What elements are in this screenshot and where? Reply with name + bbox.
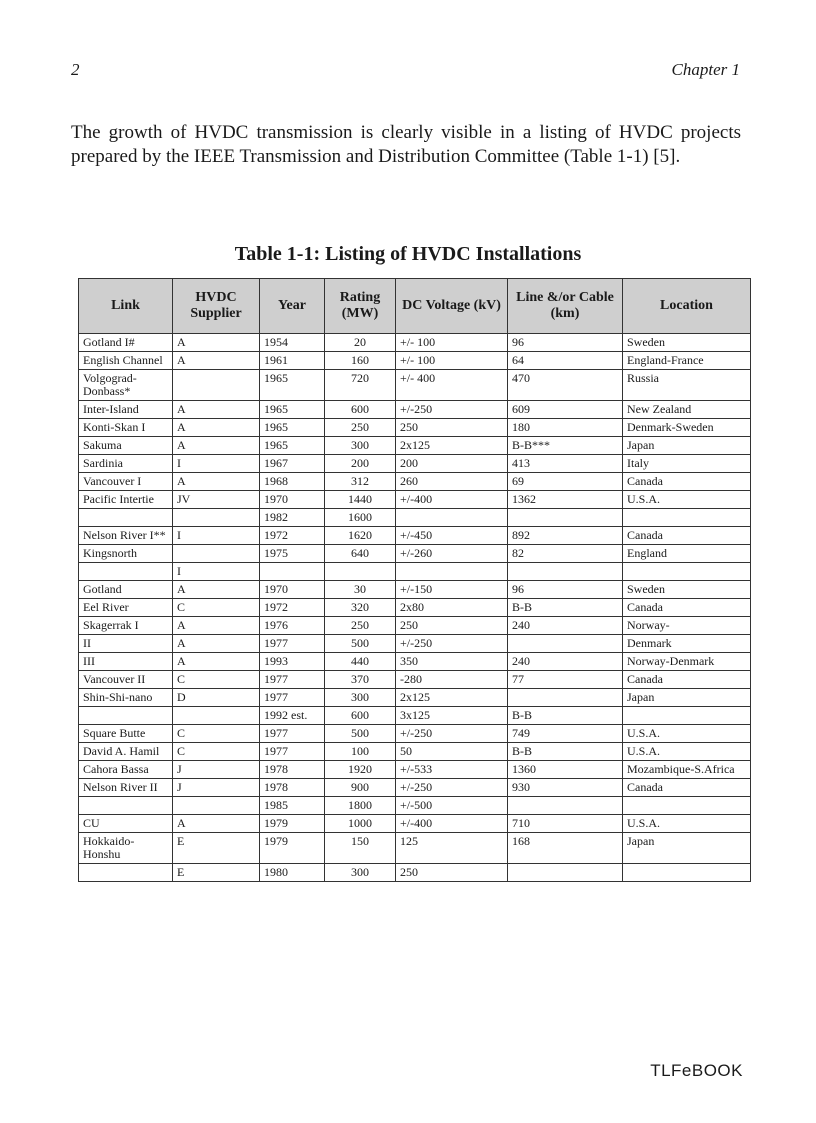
table-row	[79, 334, 751, 352]
cell-link: David A. Hamil	[79, 743, 173, 761]
cell-year: 1982	[260, 509, 325, 527]
cell-dc-voltage: +/-500	[396, 797, 508, 815]
cell-line-cable: B-B	[508, 599, 623, 617]
cell-rating: 300	[325, 689, 396, 707]
cell-line-cable: 1362	[508, 491, 623, 509]
cell-link: Sakuma	[79, 437, 173, 455]
cell-location: Canada	[623, 599, 751, 617]
cell-year: 1972	[260, 527, 325, 545]
cell-rating: 600	[325, 401, 396, 419]
cell-location: Canada	[623, 779, 751, 797]
header-line-cable: Line &/or Cable (km)	[508, 279, 623, 334]
cell-location: Mozambique-S.Africa	[623, 761, 751, 779]
cell-link: Cahora Bassa	[79, 761, 173, 779]
cell-year: 1993	[260, 653, 325, 671]
cell-location	[623, 563, 751, 581]
cell-line-cable: 240	[508, 653, 623, 671]
cell-supplier: E	[173, 833, 260, 864]
cell-year: 1979	[260, 833, 325, 864]
page-number: 2	[71, 60, 80, 79]
cell-location: England-France	[623, 352, 751, 370]
cell-line-cable	[508, 864, 623, 882]
cell-line-cable	[508, 635, 623, 653]
cell-link: Eel River	[79, 599, 173, 617]
header-dc-voltage: DC Voltage (kV)	[396, 279, 508, 334]
cell-dc-voltage: +/-250	[396, 725, 508, 743]
cell-location: Canada	[623, 671, 751, 689]
cell-line-cable: 69	[508, 473, 623, 491]
cell-rating: 500	[325, 725, 396, 743]
cell-supplier: C	[173, 743, 260, 761]
cell-year	[260, 563, 325, 581]
cell-dc-voltage	[396, 509, 508, 527]
table-row	[79, 419, 751, 437]
cell-year: 1970	[260, 491, 325, 509]
cell-line-cable	[508, 563, 623, 581]
cell-rating: 30	[325, 581, 396, 599]
cell-location: Sweden	[623, 581, 751, 599]
cell-link: Inter-Island	[79, 401, 173, 419]
cell-location: Japan	[623, 833, 751, 864]
cell-link: Konti-Skan I	[79, 419, 173, 437]
cell-year: 1977	[260, 743, 325, 761]
cell-link: Square Butte	[79, 725, 173, 743]
cell-year: 1977	[260, 689, 325, 707]
cell-location: Norway-Denmark	[623, 653, 751, 671]
cell-supplier: J	[173, 779, 260, 797]
cell-rating: 320	[325, 599, 396, 617]
cell-rating: 300	[325, 864, 396, 882]
footer-watermark: TLFeBOOK	[650, 1061, 743, 1080]
cell-line-cable: 892	[508, 527, 623, 545]
table-row	[79, 545, 751, 563]
cell-year: 1970	[260, 581, 325, 599]
cell-line-cable: 1360	[508, 761, 623, 779]
cell-dc-voltage: 2x125	[396, 689, 508, 707]
cell-line-cable: 240	[508, 617, 623, 635]
table-row	[79, 437, 751, 455]
cell-year: 1978	[260, 779, 325, 797]
cell-line-cable: 930	[508, 779, 623, 797]
cell-line-cable	[508, 689, 623, 707]
cell-location	[623, 864, 751, 882]
intro-paragraph: The growth of HVDC transmission is clearly visible in a listing of HVDC projects prepared by the IEEE Transmission and Distribution Committee (Table 1-1) [5].	[71, 122, 741, 167]
cell-rating: 150	[325, 833, 396, 864]
cell-year: 1977	[260, 671, 325, 689]
cell-dc-voltage: 250	[396, 419, 508, 437]
cell-supplier: A	[173, 419, 260, 437]
cell-location: Sweden	[623, 334, 751, 352]
cell-year: 1965	[260, 437, 325, 455]
cell-line-cable: B-B	[508, 743, 623, 761]
cell-location: Canada	[623, 473, 751, 491]
table-row	[79, 563, 751, 581]
cell-year: 1965	[260, 401, 325, 419]
cell-link	[79, 563, 173, 581]
table-row	[79, 527, 751, 545]
table-row	[79, 635, 751, 653]
cell-line-cable: 77	[508, 671, 623, 689]
cell-line-cable: 180	[508, 419, 623, 437]
cell-supplier: JV	[173, 491, 260, 509]
cell-link: CU	[79, 815, 173, 833]
cell-rating: 160	[325, 352, 396, 370]
cell-dc-voltage: +/-250	[396, 635, 508, 653]
cell-link: Nelson River I**	[79, 527, 173, 545]
cell-location: Denmark	[623, 635, 751, 653]
cell-supplier: E	[173, 864, 260, 882]
cell-dc-voltage: +/-260	[396, 545, 508, 563]
header-location: Location	[623, 279, 751, 334]
cell-rating: 640	[325, 545, 396, 563]
header-rating: Rating (MW)	[325, 279, 396, 334]
cell-rating: 20	[325, 334, 396, 352]
cell-rating: 1000	[325, 815, 396, 833]
cell-line-cable: 168	[508, 833, 623, 864]
table-body	[79, 334, 751, 882]
cell-rating: 1600	[325, 509, 396, 527]
cell-rating: 200	[325, 455, 396, 473]
cell-year: 1965	[260, 370, 325, 401]
cell-supplier: C	[173, 671, 260, 689]
cell-supplier: A	[173, 635, 260, 653]
cell-location: Canada	[623, 527, 751, 545]
cell-link	[79, 509, 173, 527]
cell-supplier: A	[173, 401, 260, 419]
cell-supplier: A	[173, 653, 260, 671]
cell-supplier	[173, 707, 260, 725]
cell-supplier	[173, 509, 260, 527]
cell-location: Norway-	[623, 617, 751, 635]
cell-dc-voltage: 50	[396, 743, 508, 761]
cell-supplier: A	[173, 581, 260, 599]
header-hvdc-supplier: HVDC Supplier	[173, 279, 260, 334]
cell-link: Sardinia	[79, 455, 173, 473]
cell-supplier: C	[173, 725, 260, 743]
cell-link: II	[79, 635, 173, 653]
cell-supplier: J	[173, 761, 260, 779]
cell-location: Italy	[623, 455, 751, 473]
cell-supplier	[173, 797, 260, 815]
table-row	[79, 725, 751, 743]
cell-line-cable	[508, 509, 623, 527]
cell-rating: 1920	[325, 761, 396, 779]
table-header-row	[79, 279, 751, 334]
cell-dc-voltage: +/-250	[396, 401, 508, 419]
cell-year: 1985	[260, 797, 325, 815]
cell-dc-voltage: +/-150	[396, 581, 508, 599]
chapter-title: Chapter 1	[671, 60, 740, 79]
cell-year: 1967	[260, 455, 325, 473]
cell-location	[623, 509, 751, 527]
table-row	[79, 617, 751, 635]
cell-dc-voltage: +/- 100	[396, 352, 508, 370]
cell-link: Nelson River II	[79, 779, 173, 797]
cell-line-cable: 82	[508, 545, 623, 563]
cell-supplier: I	[173, 563, 260, 581]
cell-dc-voltage: -280	[396, 671, 508, 689]
cell-line-cable: 749	[508, 725, 623, 743]
cell-link	[79, 864, 173, 882]
cell-rating: 900	[325, 779, 396, 797]
cell-dc-voltage: +/-400	[396, 815, 508, 833]
cell-year: 1965	[260, 419, 325, 437]
cell-link: Vancouver II	[79, 671, 173, 689]
cell-year: 1976	[260, 617, 325, 635]
cell-dc-voltage: +/-450	[396, 527, 508, 545]
cell-dc-voltage: 350	[396, 653, 508, 671]
table-row	[79, 671, 751, 689]
hvdc-installations-table	[78, 278, 751, 882]
table-title: Table 1-1: Listing of HVDC Installations	[234, 243, 582, 265]
cell-line-cable: B-B***	[508, 437, 623, 455]
cell-supplier: A	[173, 815, 260, 833]
cell-line-cable: 96	[508, 334, 623, 352]
table-row	[79, 761, 751, 779]
cell-rating: 300	[325, 437, 396, 455]
table-row	[79, 743, 751, 761]
cell-rating: 440	[325, 653, 396, 671]
cell-line-cable: 64	[508, 352, 623, 370]
table-row	[79, 599, 751, 617]
cell-supplier: I	[173, 527, 260, 545]
cell-location: U.S.A.	[623, 725, 751, 743]
table-row	[79, 401, 751, 419]
cell-dc-voltage: +/-400	[396, 491, 508, 509]
cell-rating: 370	[325, 671, 396, 689]
table-row	[79, 779, 751, 797]
cell-rating: 250	[325, 419, 396, 437]
cell-year: 1968	[260, 473, 325, 491]
cell-year: 1992 est.	[260, 707, 325, 725]
cell-year: 1975	[260, 545, 325, 563]
cell-link: Volgograd-Donbass*	[79, 370, 173, 401]
cell-location	[623, 707, 751, 725]
cell-dc-voltage: 250	[396, 864, 508, 882]
cell-location: U.S.A.	[623, 815, 751, 833]
table-row	[79, 707, 751, 725]
cell-supplier: A	[173, 352, 260, 370]
cell-dc-voltage: +/- 400	[396, 370, 508, 401]
table-row	[79, 455, 751, 473]
table-row	[79, 581, 751, 599]
cell-rating: 500	[325, 635, 396, 653]
cell-year: 1972	[260, 599, 325, 617]
table-row	[79, 370, 751, 401]
cell-line-cable: B-B	[508, 707, 623, 725]
cell-location: England	[623, 545, 751, 563]
cell-dc-voltage	[396, 563, 508, 581]
cell-location: Japan	[623, 689, 751, 707]
cell-link: English Channel	[79, 352, 173, 370]
table-row	[79, 352, 751, 370]
cell-line-cable: 470	[508, 370, 623, 401]
cell-rating: 100	[325, 743, 396, 761]
cell-dc-voltage: 250	[396, 617, 508, 635]
cell-dc-voltage: +/- 100	[396, 334, 508, 352]
cell-dc-voltage: 3x125	[396, 707, 508, 725]
cell-rating: 1620	[325, 527, 396, 545]
cell-location	[623, 797, 751, 815]
cell-link	[79, 707, 173, 725]
cell-location: U.S.A.	[623, 491, 751, 509]
cell-year: 1977	[260, 725, 325, 743]
cell-location: Japan	[623, 437, 751, 455]
cell-year: 1977	[260, 635, 325, 653]
cell-supplier	[173, 370, 260, 401]
cell-supplier: A	[173, 334, 260, 352]
cell-supplier: D	[173, 689, 260, 707]
cell-line-cable	[508, 797, 623, 815]
cell-dc-voltage: +/-533	[396, 761, 508, 779]
cell-rating	[325, 563, 396, 581]
table-row	[79, 864, 751, 882]
cell-year: 1980	[260, 864, 325, 882]
cell-location: Denmark-Sweden	[623, 419, 751, 437]
table-row	[79, 815, 751, 833]
cell-link: Vancouver I	[79, 473, 173, 491]
cell-dc-voltage: +/-250	[396, 779, 508, 797]
table-row	[79, 491, 751, 509]
cell-line-cable: 609	[508, 401, 623, 419]
cell-link: Skagerrak I	[79, 617, 173, 635]
cell-link: Gotland I#	[79, 334, 173, 352]
cell-year: 1954	[260, 334, 325, 352]
cell-dc-voltage: 125	[396, 833, 508, 864]
cell-rating: 600	[325, 707, 396, 725]
cell-supplier: A	[173, 437, 260, 455]
cell-link: Hokkaido-Honshu	[79, 833, 173, 864]
cell-link: Pacific Intertie	[79, 491, 173, 509]
cell-location: New Zealand	[623, 401, 751, 419]
cell-supplier: A	[173, 617, 260, 635]
cell-link: III	[79, 653, 173, 671]
cell-year: 1978	[260, 761, 325, 779]
table-row	[79, 473, 751, 491]
header-link: Link	[79, 279, 173, 334]
cell-supplier: A	[173, 473, 260, 491]
cell-link: Gotland	[79, 581, 173, 599]
cell-supplier: C	[173, 599, 260, 617]
cell-year: 1961	[260, 352, 325, 370]
header-year: Year	[260, 279, 325, 334]
cell-link: Shin-Shi-nano	[79, 689, 173, 707]
cell-supplier	[173, 545, 260, 563]
table-row	[79, 797, 751, 815]
cell-supplier: I	[173, 455, 260, 473]
cell-rating: 250	[325, 617, 396, 635]
cell-link: Kingsnorth	[79, 545, 173, 563]
cell-line-cable: 96	[508, 581, 623, 599]
table-row	[79, 689, 751, 707]
cell-line-cable: 413	[508, 455, 623, 473]
cell-dc-voltage: 2x80	[396, 599, 508, 617]
table-row	[79, 833, 751, 864]
cell-year: 1979	[260, 815, 325, 833]
cell-rating: 720	[325, 370, 396, 401]
table-row	[79, 653, 751, 671]
cell-dc-voltage: 260	[396, 473, 508, 491]
cell-rating: 312	[325, 473, 396, 491]
cell-dc-voltage: 200	[396, 455, 508, 473]
cell-rating: 1440	[325, 491, 396, 509]
cell-line-cable: 710	[508, 815, 623, 833]
cell-link	[79, 797, 173, 815]
cell-location: Russia	[623, 370, 751, 401]
table-row	[79, 509, 751, 527]
cell-rating: 1800	[325, 797, 396, 815]
cell-location: U.S.A.	[623, 743, 751, 761]
cell-dc-voltage: 2x125	[396, 437, 508, 455]
